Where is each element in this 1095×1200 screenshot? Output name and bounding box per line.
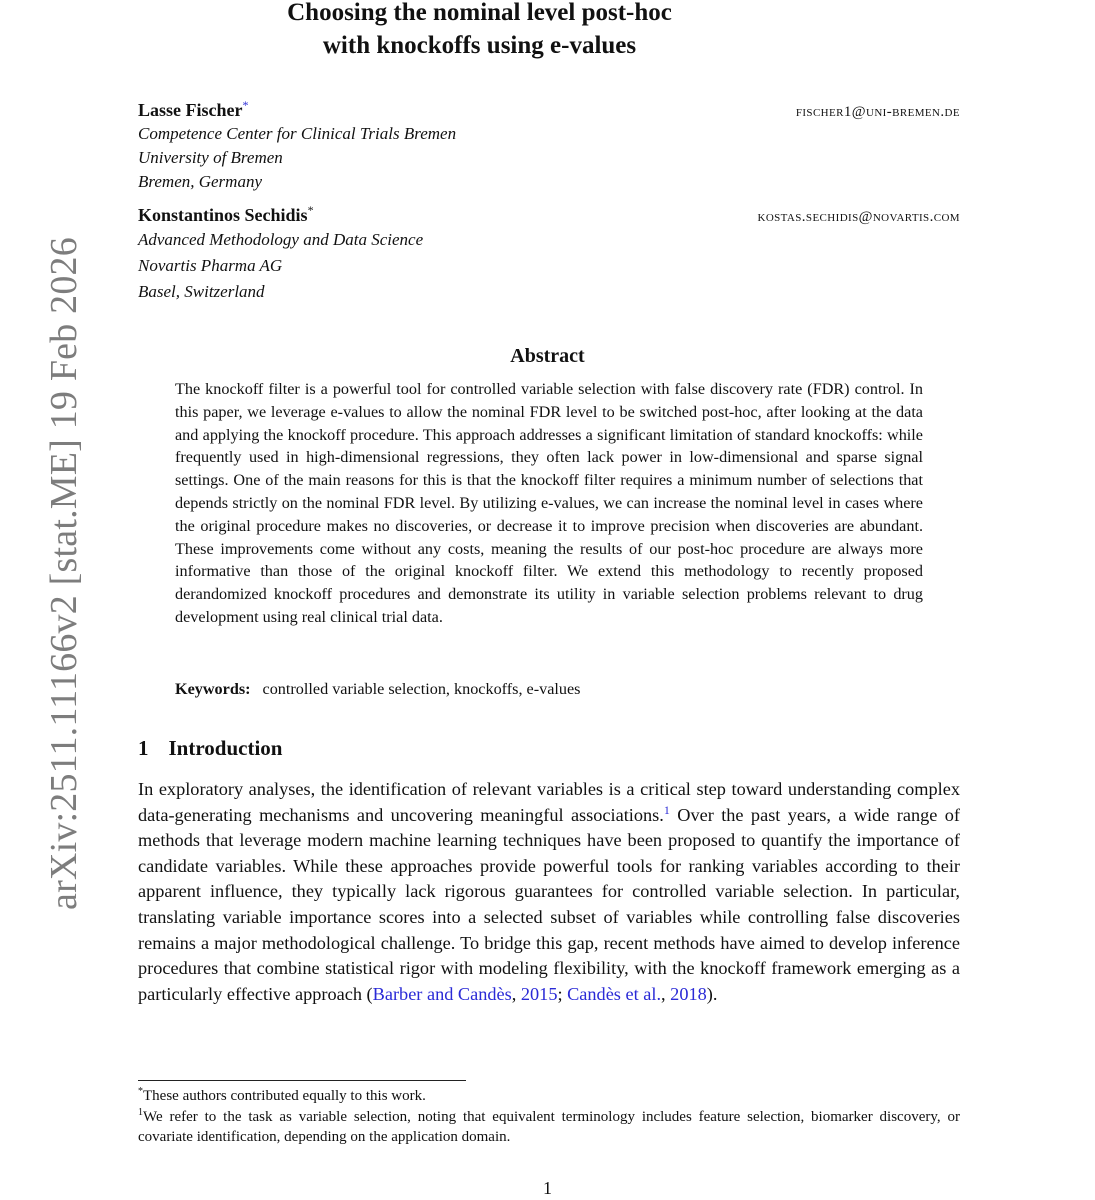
author-1-affil-2: University of Bremen	[138, 148, 283, 167]
footnote-star: *These authors contributed equally to this work.	[138, 1086, 426, 1104]
keywords-label: Keywords:	[175, 680, 251, 698]
citation-year-2018[interactable]: 2018	[670, 983, 707, 1004]
author-1-mark[interactable]: *	[242, 98, 249, 112]
footnotes	[138, 1086, 960, 1148]
author-1-name: Lasse Fischer*	[138, 98, 249, 120]
section-title: Introduction	[168, 736, 283, 760]
section-heading-introduction	[138, 736, 282, 761]
footnote-ref-1[interactable]: 1	[663, 802, 670, 817]
citation-year-2015[interactable]: 2015	[520, 983, 558, 1004]
author-1-affil-1: Competence Center for Clinical Trials Bremen	[138, 124, 457, 143]
abstract-text: The knockoff filter is a powerful tool for controlled variable selection with false discovery rate (FDR) control. In this paper, we leverage e-values to allow the nominal FDR level to be switched post-hoc, after looking at the data and applying the knockoff procedure. This approach addresses a significant limitation of standard knockoffs: while frequently used in high-dimensional regressions, they often lack power in low-dimensional and sparse signal settings. One of the main reasons for this is that the knockoff filter requires a minimum number of selections that depends strictly on the nominal FDR level. By utilizing e-values, we can increase the nominal level in cases where the original procedure makes no discoveries, or decrease it to improve precision when discoveries are abundant. These improvements come without any costs, meaning the results of our post-hoc procedure are always more informative than those of the original knockoff filter. We extend this methodology to recently proposed derandomized knockoff procedures and demonstrate its utility in variable selection problems relevant to drug development using real clinical trial data.	[175, 380, 923, 626]
abstract-heading: Abstract	[510, 345, 585, 367]
citation-candes-et-al[interactable]: Candès et al.	[567, 983, 662, 1004]
author-2	[138, 198, 960, 305]
page-number: 1	[543, 1178, 552, 1198]
paper-title	[0, 0, 959, 62]
title-line-2: with knockoffs using e-values	[322, 32, 637, 59]
footnote-divider	[138, 1080, 466, 1081]
author-1	[138, 93, 960, 194]
footnote-1: $^1$We refer to the task as variable selection, noting that equivalent terminology includes feature selection, biomarker discovery, or covariate identification, depending on the application domain.	[138, 1106, 960, 1145]
author-1-email: fischer1@uni-bremen.de	[795, 104, 960, 120]
arxiv-side-stamp	[4, 0, 85, 920]
author-2-email: kostas.sechidis@novartis.com	[757, 209, 960, 225]
author-2-mark: *	[307, 203, 314, 217]
keywords-text: controlled variable selection, knockoffs, e-values	[262, 680, 581, 698]
author-2-name: Konstantinos Sechidis*	[138, 203, 314, 225]
keywords	[175, 678, 923, 700]
title-line-1: Choosing the nominal level post-hoc	[287, 0, 672, 26]
citation-barber-candes[interactable]: Barber and Candès	[372, 983, 512, 1004]
author-2-affil-1: Advanced Methodology and Data Science	[138, 230, 424, 249]
author-2-affil-3: Basel, Switzerland	[138, 282, 265, 301]
arxiv-identifier: arXiv:2511.11166v2 [stat.ME] 19 Feb 2026	[43, 237, 85, 910]
section-number: 1	[138, 736, 149, 760]
intro-paragraph: In exploratory analyses, the identification of relevant variables is a critical step toward understanding complex data-generating mechanisms and uncovering meaningful associations.$^1$ Over the past years, a wide range of methods that leverage modern machine learning techniques have been proposed to quantify the importance of candidate variables. While these approaches provide powerful tools for ranking variables according to their apparent influence, they typically lack rigorous guarantees for controlled variable selection. In particular, translating variable importance scores into a selected subset of variables while controlling false discoveries remains a major methodological challenge. To bridge this gap, recent methods have aimed to develop inference procedures that combine statistical rigor with modeling flexibility, with the knockoff framework emerging as a particularly effective approach (Barber and Candès, 2015; Candès et al., 2018).	[138, 779, 960, 1004]
author-2-affil-2: Novartis Pharma AG	[138, 256, 283, 275]
author-1-affil-3: Bremen, Germany	[138, 172, 262, 191]
